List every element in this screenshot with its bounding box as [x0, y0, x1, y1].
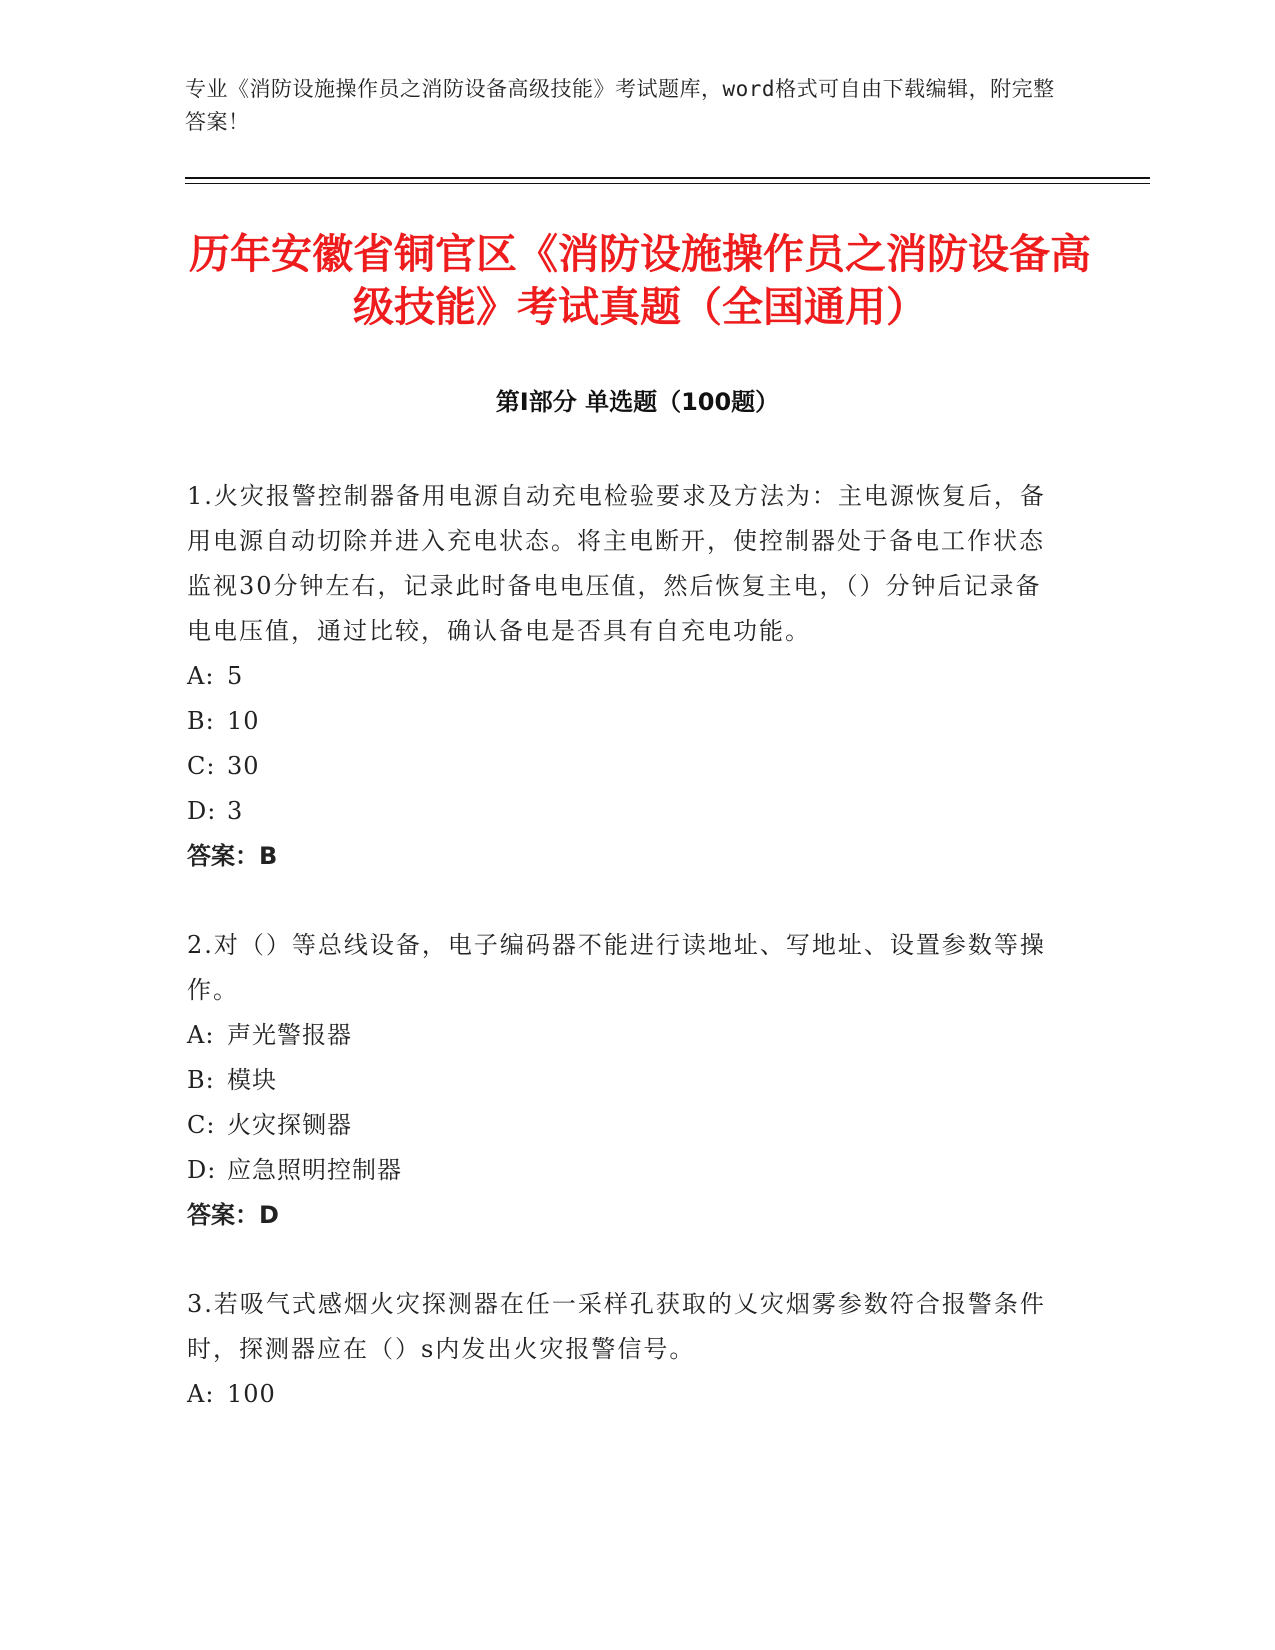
- question-2: [187, 923, 1067, 1238]
- option-text: 模块: [227, 1066, 277, 1094]
- option-letter: B:: [187, 1066, 215, 1094]
- option-letter: D:: [187, 797, 217, 825]
- option-a: [187, 1372, 1067, 1417]
- question-stem: 3.若吸气式感烟火灾探测器在任一采样孔获取的乂灾烟雾参数符合报警条件时，探测器应在（）s内发出火灾报警信号。: [187, 1290, 1046, 1363]
- option-d: [187, 1148, 1067, 1193]
- answer-label: 答案：D: [187, 1201, 279, 1229]
- document-title: 历年安徽省铜官区《消防设施操作员之消防设备高级技能》考试真题（全国通用）: [189, 230, 1091, 331]
- option-b: [187, 699, 1067, 744]
- option-letter: A:: [187, 1021, 215, 1049]
- option-letter: B:: [187, 707, 215, 735]
- option-text: 应急照明控制器: [227, 1156, 402, 1184]
- section-heading: 第I部分 单选题（100题）: [495, 388, 780, 416]
- option-c: [187, 1103, 1067, 1148]
- option-text: 5: [227, 662, 244, 690]
- answer-label: 答案：B: [187, 842, 278, 870]
- option-c: [187, 744, 1067, 789]
- option-text: 火灾探铡器: [227, 1111, 352, 1139]
- option-text: 100: [227, 1380, 276, 1408]
- header-divider-thin: [185, 183, 1150, 184]
- option-text: 声光警报器: [227, 1021, 352, 1049]
- question-3: [187, 1282, 1067, 1417]
- option-letter: D:: [187, 1156, 217, 1184]
- header-divider-thick: [185, 177, 1150, 179]
- option-a: [187, 654, 1067, 699]
- option-text: 3: [227, 797, 244, 825]
- header-note: 专业《消防设施操作员之消防设备高级技能》考试题库，word格式可自由下载编辑，附完整答案！: [185, 77, 1055, 134]
- question-1: [187, 474, 1067, 879]
- option-text: 30: [227, 752, 260, 780]
- option-b: [187, 1058, 1067, 1103]
- option-text: 10: [227, 707, 260, 735]
- question-stem: 1.火灾报警控制器备用电源自动充电检验要求及方法为：主电源恢复后，备用电源自动切除并进入充电状态。将主电断开，使控制器处于备电工作状态监视30分钟左右，记录此时备电电压值，然后恢复主电，（）分钟后记录备电电压值，通过比较，确认备电是否具有自充电功能。: [187, 482, 1046, 645]
- option-a: [187, 1013, 1067, 1058]
- option-letter: A:: [187, 662, 215, 690]
- option-letter: C:: [187, 752, 216, 780]
- question-list: [187, 474, 1067, 1461]
- question-stem: 2.对（）等总线设备，电子编码器不能进行读地址、写地址、设置参数等操作。: [187, 931, 1046, 1004]
- option-d: [187, 789, 1067, 834]
- option-letter: A:: [187, 1380, 215, 1408]
- option-letter: C:: [187, 1111, 216, 1139]
